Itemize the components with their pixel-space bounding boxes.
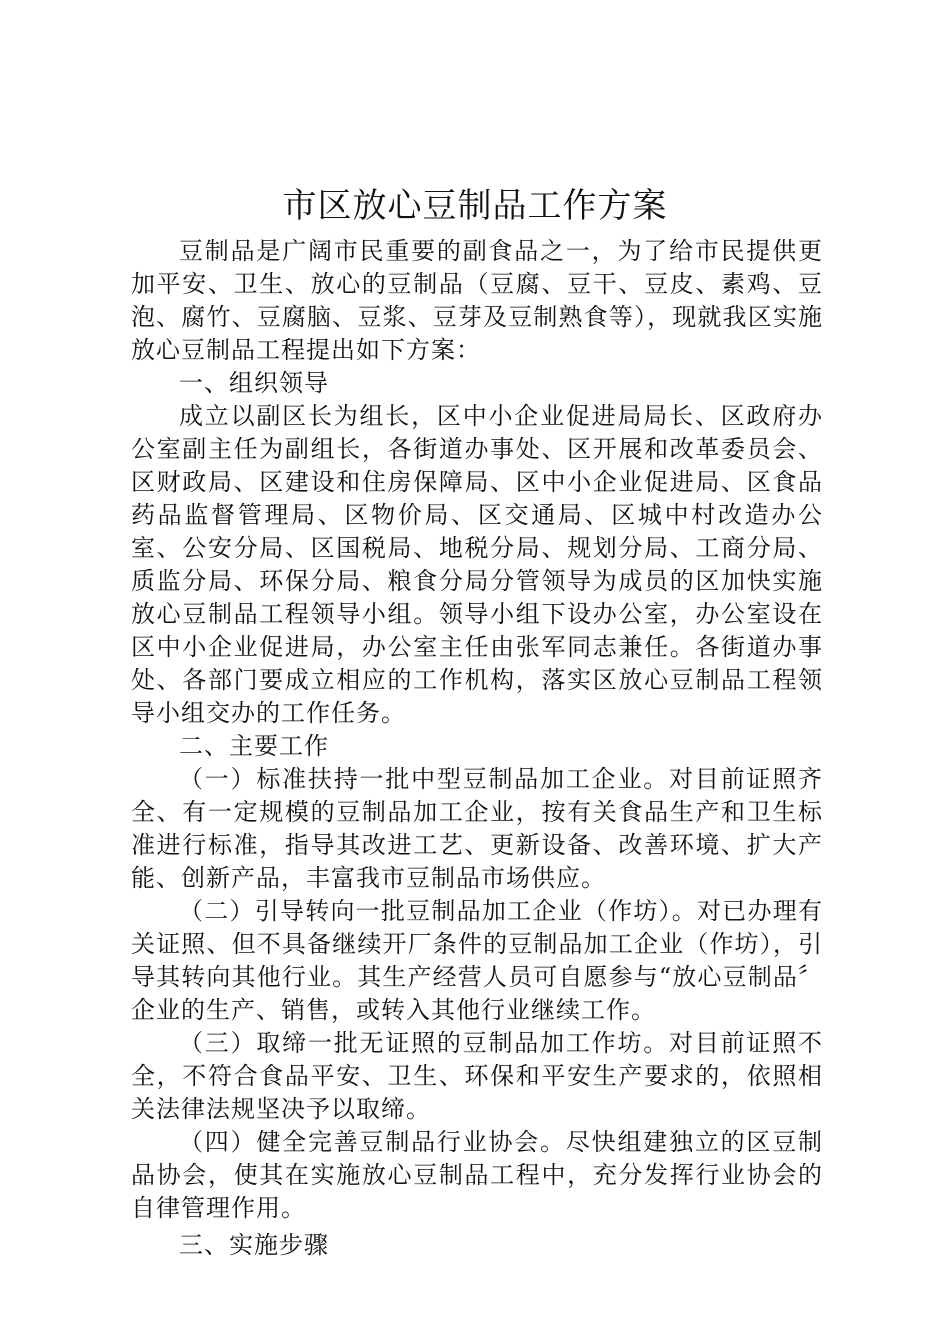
document-title: 市区放心豆制品工作方案 [282, 186, 668, 226]
main-work-item-1: （一）标准扶持一批中型豆制品加工企业。对目前证照齐全、有一定规模的豆制品加工企业，按有关食品生产和卫生标准进行标准，指导其改进工艺、更新设备、改善环境、扩大产能、创新产品，丰富我市豆制品市场供应。 [131, 765, 823, 892]
section-heading-implementation: 三、实施步骤 [179, 1231, 329, 1259]
main-work-item-4: （四）健全完善豆制品行业协会。尽快组建独立的区豆制品协会，使其在实施放心豆制品工程中，充分发挥行业协会的自律管理作用。 [131, 1128, 823, 1222]
section-heading-organization: 一、组织领导 [179, 369, 329, 397]
document-body [131, 235, 823, 1262]
section-heading-main-work: 二、主要工作 [179, 732, 329, 760]
intro-paragraph: 豆制品是广阔市民重要的副食品之一，为了给市民提供更加平安、卫生、放心的豆制品（豆腐、豆干、豆皮、素鸡、豆泡、腐竹、豆腐脑、豆浆、豆芽及豆制熟食等），现就我区实施放心豆制品工程提出如下方案： [131, 237, 823, 364]
organization-paragraph: 成立以副区长为组长，区中小企业促进局局长、区政府办公室副主任为副组长，各街道办事处、区开展和改革委员会、区财政局、区建设和住房保障局、区中小企业促进局、区食品药品监督管理局、区物价局、区交通局、区城中村改造办公室、公安分局、区国税局、地税分局、规划分局、工商分局、质监分局、环保分局、粮食分局分管领导为成员的区加快实施放心豆制品工程领导小组。领导小组下设办公室，办公室设在区中小企业促进局，办公室主任由张军同志兼任。各街道办事处、各部门要成立相应的工作机构，落实区放心豆制品工程领导小组交办的工作任务。 [131, 402, 823, 727]
main-work-item-2: （二）引导转向一批豆制品加工企业（作坊）。对已办理有关证照、但不具备继续开厂条件的豆制品加工企业（作坊），引导其转向其他行业。其生产经营人员可自愿参与“放心豆制品〞企业的生产、销售，或转入其他行业继续工作。 [131, 897, 823, 1024]
main-work-item-3: （三）取缔一批无证照的豆制品加工作坊。对目前证照不全，不符合食品平安、卫生、环保和平安生产要求的，依照相关法律法规坚决予以取缔。 [131, 1029, 823, 1123]
